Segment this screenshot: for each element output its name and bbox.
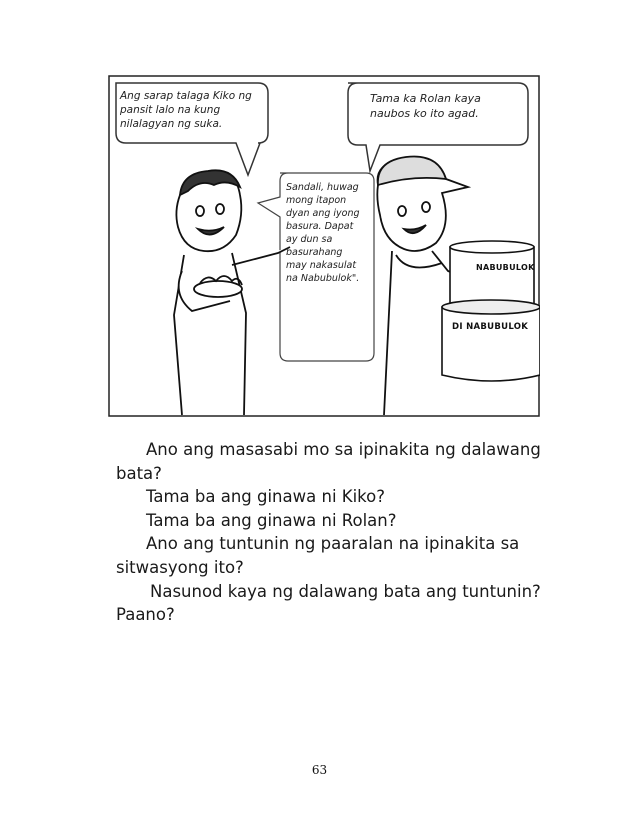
question-line: Ano ang masasabi mo sa ipinakita ng dalawang (146, 440, 541, 459)
comic-illustration (108, 75, 540, 417)
bin-label-di-nabubulok: DI NABUBULOK (452, 322, 529, 332)
question-line: Paano? (116, 605, 175, 625)
bubble-text-kiko: Ang sarap talaga Kiko ng pansit lalo na kung nilalagyan ng suka. (120, 90, 252, 130)
question-line: Nasunod kaya ng dalawang bata ang tuntunin? (150, 581, 541, 601)
bubble-text-rolan: Tama ka Rolan kaya naubos ko ito agad. (370, 92, 481, 120)
question-line: sitwasyong ito? (116, 557, 244, 577)
bubble-text-middle: Sandali, huwag mong itapon dyan ang iyong basura. Dapat ay dun sa basurahang may nakasulat na Nabubulok". (286, 182, 360, 284)
bin-label-nabubulok: NABUBULOK (476, 263, 535, 272)
question-line: Tama ba ang ginawa ni Kiko? (146, 487, 385, 507)
question-paragraph (116, 438, 546, 627)
page-number: 63 (311, 763, 328, 777)
question-line: Ano ang tuntunin ng paaralan na ipinakita sa (146, 534, 520, 554)
question-line: bata? (116, 463, 162, 483)
question-line: Tama ba ang ginawa ni Rolan? (146, 510, 397, 530)
garbage-bins (442, 241, 540, 381)
